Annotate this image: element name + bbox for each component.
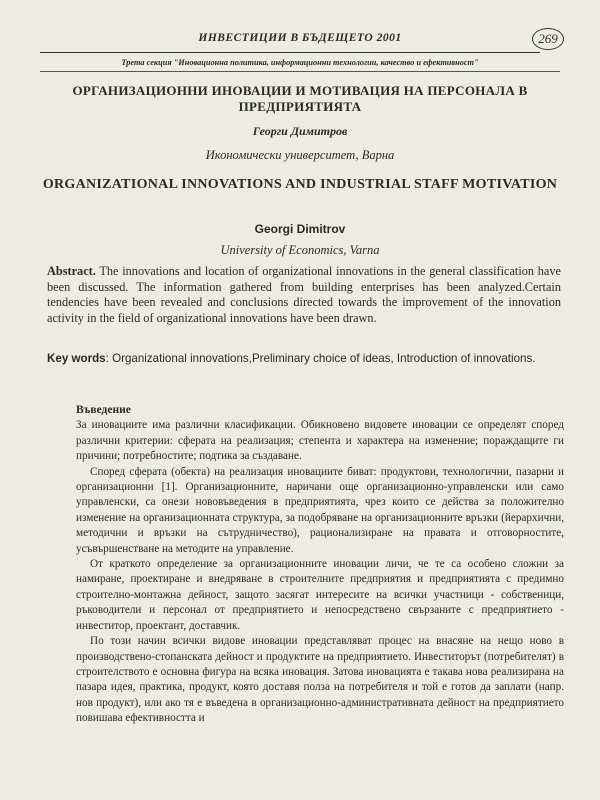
paragraph: За иновациите има различни класификации. Обикновено видовете иновации се определят според различни критерии: сферата на реализация; степента и характера на изменение; пораждащите ги причини; потребностите; подтика за създаване. [76, 419, 564, 463]
paper-title-en: ORGANIZATIONAL INNOVATIONS AND INDUSTRIAL STAFF MOTIVATION [42, 177, 558, 192]
keywords-label: Key words [47, 352, 106, 365]
author-name-en: Georgi Dimitrov [254, 222, 346, 236]
paragraph: Според сферата (обекта) на реализация иновациите биват: продуктови, технологични, пазарни и организационни [1]. Организационните, наричани още организационно-управленски или само управленски, са онези нововъведения в предприятията, чрез които се действа за положително изменение на организационната структура, за подобряване на организационните връзки (йерархични, методични и връзки на сътрудничество), рационализиране на правата и отговорностите, усъвършенстване на методите на управление. [76, 465, 564, 555]
abstract [47, 264, 561, 326]
introduction-section [76, 403, 564, 727]
running-header-subtitle: Трета секция "Иновационна политика, информационни технологии, качество и ефективност" [121, 58, 479, 67]
abstract-text: The innovations and location of organizational innovations in the general classification have been discussed. The information gathered from building enterprises has been analyzed.Certain tendencies have been revealed and conclusions directed towards the improvement of the innovation activity in the field of organizational innovations have been drawn. [47, 264, 561, 325]
paragraph: По този начин всички видове иновации представляват процес на внасяне на нещо ново в производствено-стопанската дейност и продуктите на предприятието. Инвеститорът (потребителят) в строителството е основна фигура на всяка иновация. Затова иновацията е такава нова реализирана на пазара идея, практика, продукт, която доставя полза на потребителя и той е готов да заплати (напр. нов продукт), или ако тя е въведена в организационно-административната дейност на предприятието повишава ефективността и [76, 635, 564, 725]
paper-title-bg: ОРГАНИЗАЦИОННИ ИНОВАЦИИ И МОТИВАЦИЯ НА ПЕРСОНАЛА В ПРЕДПРИЯТИЯТА [72, 83, 528, 114]
keywords-text: : Organizational innovations,Preliminary choice of ideas, Introduction of innovations. [105, 352, 536, 365]
affiliation-bg: Икономически университет, Варна [205, 148, 395, 162]
header-rule-bottom [40, 71, 560, 72]
running-header-title: ИНВЕСТИЦИИ В БЪДЕЩЕТО 2001 [198, 32, 402, 44]
abstract-label: Abstract. [47, 264, 96, 278]
page-number: 269 [532, 28, 564, 50]
keywords [47, 351, 561, 366]
paragraph: От краткото определение за организационните иновации личи, че те са особено сложни за намиране, проектиране и внедряване в строителните предприятия и предприятията с предимно строително-монтажна дейност, защото засягат интересите на всички участници - собственици, ръководители и персонал от предприятието и непосредствено свързаните с предприятието - инвеститор, проектант, доставчик. [76, 558, 564, 632]
author-name-bg: Георги Димитров [252, 124, 348, 138]
running-header [40, 14, 560, 74]
section-heading: Въведение [76, 404, 131, 416]
header-rule [40, 52, 540, 53]
affiliation-en: University of Economics, Varna [220, 243, 380, 257]
